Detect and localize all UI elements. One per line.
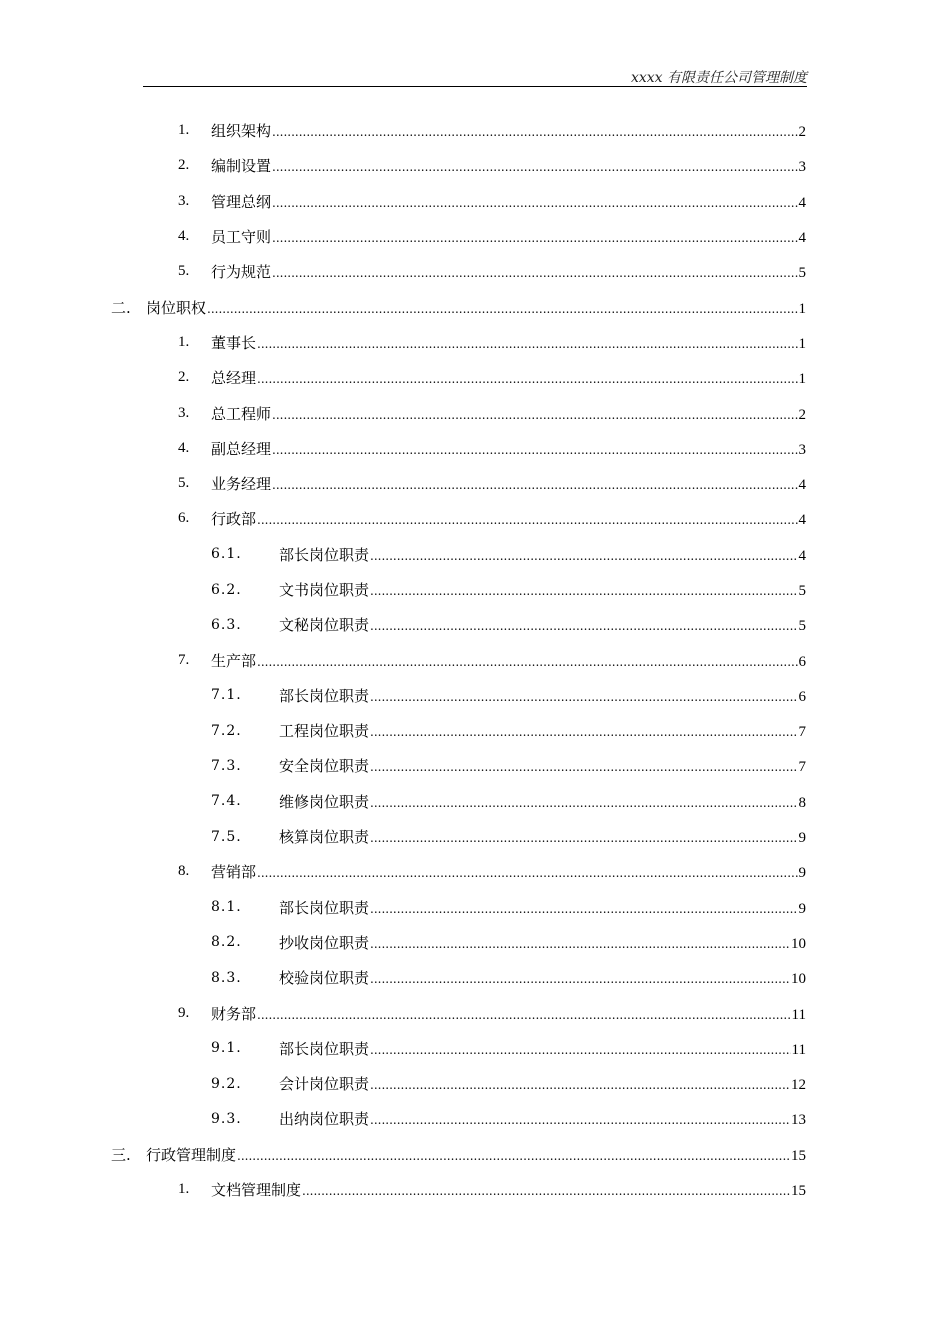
toc-dot-leader <box>370 690 797 704</box>
toc-entry-body <box>211 261 806 282</box>
toc-entry-page-number: 10 <box>791 971 806 988</box>
toc-entry-title: 出纳岗位职责 <box>279 1110 370 1129</box>
toc-entry-body <box>279 614 806 635</box>
toc-entry-title: 总经理 <box>211 369 257 388</box>
toc-entry-body <box>211 403 806 424</box>
toc-entry-title: 文书岗位职责 <box>279 581 370 599</box>
toc-dot-leader <box>272 408 797 422</box>
toc-entry-page-number: 6 <box>798 653 806 670</box>
running-header: xxxx 有限责任公司管理制度 <box>630 70 807 86</box>
toc-entry[interactable] <box>0 431 950 466</box>
toc-entry-number: 3. <box>178 404 190 421</box>
toc-entry-number: 1. <box>178 122 190 139</box>
toc-entry-number: 8. <box>178 863 190 880</box>
toc-dot-leader <box>272 266 797 280</box>
toc-entry-body <box>279 579 806 600</box>
toc-entry-title: 维修岗位职责 <box>279 792 370 811</box>
toc-entry-page-number: 11 <box>791 1006 806 1023</box>
toc-entry-page-number: 11 <box>791 1041 806 1058</box>
toc-entry-title: 总工程师 <box>211 404 272 423</box>
toc-entry-title: 行政部 <box>211 510 257 529</box>
toc-entry-page-number: 1 <box>798 300 806 317</box>
toc-dot-leader <box>272 443 797 457</box>
toc-entry-title: 管理总纲 <box>211 192 272 211</box>
toc-dot-leader <box>257 655 797 669</box>
toc-entry-number: 5. <box>178 475 190 492</box>
toc-entry-body <box>279 932 806 953</box>
header-rule <box>143 86 807 87</box>
toc-dot-leader <box>370 619 797 633</box>
toc-entry-title: 部长岗位职责 <box>279 686 370 705</box>
toc-entry-page-number: 10 <box>791 935 806 952</box>
toc-entry-page-number: 5 <box>798 618 806 635</box>
toc-entry-body <box>279 967 806 988</box>
toc-entry-body <box>211 473 806 494</box>
toc-entry-page-number: 4 <box>798 547 806 564</box>
toc-entry-title: 部长岗位职责 <box>279 545 370 564</box>
toc-entry[interactable] <box>0 890 950 925</box>
toc-entry-body <box>211 155 806 176</box>
toc-dot-leader <box>370 1078 790 1092</box>
toc-entry-page-number: 6 <box>798 688 806 705</box>
toc-entry-page-number: 9 <box>798 865 806 882</box>
toc-entry-body <box>279 897 806 918</box>
toc-entry-body <box>279 791 806 812</box>
toc-entry-body <box>279 1073 806 1094</box>
toc-entry-title: 营销部 <box>211 863 257 882</box>
toc-entry[interactable] <box>0 1066 950 1101</box>
toc-dot-leader <box>370 1113 790 1127</box>
toc-dot-leader <box>237 1149 790 1163</box>
toc-entry-page-number: 9 <box>798 830 806 847</box>
toc-entry-body <box>211 508 806 529</box>
toc-entry-body <box>211 367 806 388</box>
toc-entry-number: 7. <box>178 651 190 668</box>
toc-entry-number: 2. <box>178 369 190 386</box>
toc-entry-number: 7.1. <box>211 687 242 704</box>
toc-entry[interactable] <box>0 1031 950 1066</box>
toc-entry-page-number: 7 <box>798 724 806 741</box>
toc-dot-leader <box>302 1184 790 1198</box>
toc-entry-number: 二. <box>111 298 131 317</box>
toc-entry[interactable] <box>0 925 950 960</box>
toc-entry-body <box>211 1003 806 1024</box>
toc-entry-title: 岗位职权 <box>146 298 207 317</box>
toc-entry-page-number: 7 <box>798 759 806 776</box>
toc-entry-number: 7.5. <box>211 828 242 845</box>
toc-entry-number: 9.3. <box>211 1110 242 1127</box>
toc-entry-page-number: 12 <box>791 1077 806 1094</box>
toc-entry[interactable] <box>0 325 950 360</box>
toc-entry-body <box>279 755 806 776</box>
toc-entry[interactable] <box>0 960 950 995</box>
toc-dot-leader <box>370 831 797 845</box>
toc-dot-leader <box>257 513 797 527</box>
toc-entry-body <box>211 1179 806 1200</box>
toc-entry-title: 组织架构 <box>211 122 272 141</box>
toc-entry-body <box>211 120 806 141</box>
toc-dot-leader <box>272 231 797 245</box>
toc-entry[interactable] <box>0 360 950 395</box>
toc-entry[interactable] <box>0 678 950 713</box>
toc-entry[interactable] <box>0 1101 950 1136</box>
toc-dot-leader <box>370 937 790 951</box>
toc-entry-title: 部长岗位职责 <box>279 898 370 917</box>
toc-entry-body <box>279 826 806 847</box>
toc-entry-body <box>211 226 806 247</box>
toc-entry[interactable] <box>0 501 950 536</box>
toc-entry-page-number: 13 <box>791 1112 806 1129</box>
toc-dot-leader <box>272 478 797 492</box>
toc-entry-title: 行为规范 <box>211 263 272 282</box>
toc-entry-page-number: 5 <box>798 265 806 282</box>
toc-entry-number: 6.1. <box>211 546 242 563</box>
toc-entry-page-number: 2 <box>798 406 806 423</box>
toc-entry-number: 6.3. <box>211 616 242 633</box>
toc-entry-body <box>279 1108 806 1129</box>
toc-entry[interactable] <box>0 854 950 889</box>
toc-entry-title: 文秘岗位职责 <box>279 616 370 635</box>
toc-entry-number: 8.3. <box>211 969 242 986</box>
toc-entry[interactable] <box>0 572 950 607</box>
toc-entry-number: 9. <box>178 1004 190 1021</box>
toc-entry-page-number: 5 <box>798 583 806 599</box>
toc-entry-number: 9.1. <box>211 1040 242 1057</box>
toc-entry-page-number: 2 <box>798 124 806 141</box>
toc-entry[interactable] <box>0 113 950 148</box>
toc-entry-number: 6. <box>178 510 190 527</box>
toc-entry-title: 编制设置 <box>211 157 272 176</box>
toc-entry[interactable] <box>0 784 950 819</box>
toc-entry-body <box>146 1144 806 1165</box>
toc-entry-title: 部长岗位职责 <box>279 1039 370 1058</box>
toc-entry-title: 业务经理 <box>211 475 272 494</box>
toc-entry-number: 4. <box>178 228 190 245</box>
toc-entry-body <box>211 861 806 882</box>
toc-dot-leader <box>370 972 790 986</box>
toc-entry-title: 财务部 <box>211 1004 257 1023</box>
toc-entry[interactable] <box>0 395 950 430</box>
toc-dot-leader <box>257 866 797 880</box>
toc-entry-number: 3. <box>178 192 190 209</box>
toc-entry[interactable] <box>0 148 950 183</box>
toc-entry-page-number: 8 <box>798 794 806 811</box>
toc-entry-body <box>279 720 806 741</box>
toc-entry-body <box>146 297 806 318</box>
toc-entry-body <box>211 332 806 353</box>
toc-dot-leader <box>370 549 797 563</box>
toc-dot-leader <box>370 796 797 810</box>
toc-entry-title: 文档管理制度 <box>211 1181 302 1200</box>
toc-entry[interactable] <box>0 1137 950 1172</box>
toc-entry-number: 5. <box>178 263 190 280</box>
toc-entry-number: 7.3. <box>211 757 242 774</box>
table-of-contents <box>0 113 950 1207</box>
toc-entry-body <box>211 438 806 459</box>
toc-entry-number: 4. <box>178 439 190 456</box>
toc-entry-body <box>211 191 806 212</box>
toc-entry-title: 副总经理 <box>211 439 272 458</box>
toc-entry[interactable] <box>0 184 950 219</box>
toc-dot-leader <box>257 337 797 351</box>
toc-entry-title: 生产部 <box>211 651 257 670</box>
toc-entry-body <box>279 1038 806 1059</box>
toc-entry-page-number: 3 <box>798 159 806 176</box>
toc-entry-page-number: 4 <box>798 230 806 247</box>
toc-entry-page-number: 1 <box>798 335 806 352</box>
toc-entry-number: 2. <box>178 157 190 174</box>
toc-entry-title: 抄收岗位职责 <box>279 933 370 952</box>
toc-entry-page-number: 1 <box>798 371 806 388</box>
toc-entry-page-number: 4 <box>798 194 806 211</box>
toc-entry-title: 安全岗位职责 <box>279 757 370 776</box>
toc-entry[interactable] <box>0 537 950 572</box>
toc-entry-page-number: 9 <box>798 900 806 917</box>
toc-entry-number: 1. <box>178 333 190 350</box>
toc-entry-title: 会计岗位职责 <box>279 1075 370 1094</box>
toc-entry-number: 8.2. <box>211 934 242 951</box>
toc-entry-number: 9.2. <box>211 1075 242 1092</box>
toc-entry-title: 工程岗位职责 <box>279 722 370 741</box>
toc-entry[interactable] <box>0 1172 950 1207</box>
toc-entry-body <box>211 650 806 671</box>
toc-dot-leader <box>272 125 797 139</box>
toc-entry-title: 核算岗位职责 <box>279 828 370 847</box>
toc-entry[interactable] <box>0 995 950 1030</box>
toc-dot-leader <box>370 1043 791 1057</box>
toc-entry-page-number: 4 <box>798 477 806 494</box>
toc-entry-body <box>279 685 806 706</box>
toc-dot-leader <box>370 902 797 916</box>
toc-entry[interactable] <box>0 254 950 289</box>
toc-entry-title: 董事长 <box>211 333 257 352</box>
toc-dot-leader <box>207 302 797 316</box>
toc-entry-number: 6.2. <box>211 581 242 598</box>
toc-dot-leader <box>370 584 797 598</box>
toc-entry[interactable] <box>0 748 950 783</box>
toc-entry-number: 7.4. <box>211 793 242 810</box>
toc-dot-leader <box>257 1008 791 1022</box>
toc-entry-title: 校验岗位职责 <box>279 969 370 988</box>
toc-dot-leader <box>272 160 797 174</box>
toc-dot-leader <box>257 372 797 386</box>
toc-entry-title: 行政管理制度 <box>146 1145 237 1164</box>
toc-entry[interactable] <box>0 289 950 324</box>
toc-entry[interactable] <box>0 819 950 854</box>
toc-dot-leader <box>370 725 797 739</box>
toc-entry[interactable] <box>0 607 950 642</box>
toc-entry[interactable] <box>0 219 950 254</box>
toc-entry-page-number: 3 <box>798 441 806 458</box>
toc-entry[interactable] <box>0 466 950 501</box>
toc-entry[interactable] <box>0 713 950 748</box>
toc-entry-body <box>279 544 806 565</box>
toc-entry-title: 员工守则 <box>211 228 272 247</box>
toc-entry-page-number: 4 <box>798 512 806 529</box>
toc-entry[interactable] <box>0 642 950 677</box>
toc-entry-page-number: 15 <box>791 1147 806 1164</box>
toc-dot-leader <box>370 760 797 774</box>
toc-dot-leader <box>272 196 797 210</box>
toc-entry-number: 三. <box>111 1145 131 1164</box>
toc-entry-number: 7.2. <box>211 722 242 739</box>
toc-entry-number: 1. <box>178 1181 190 1198</box>
toc-entry-page-number: 15 <box>791 1183 806 1200</box>
toc-entry-number: 8.1. <box>211 899 242 916</box>
